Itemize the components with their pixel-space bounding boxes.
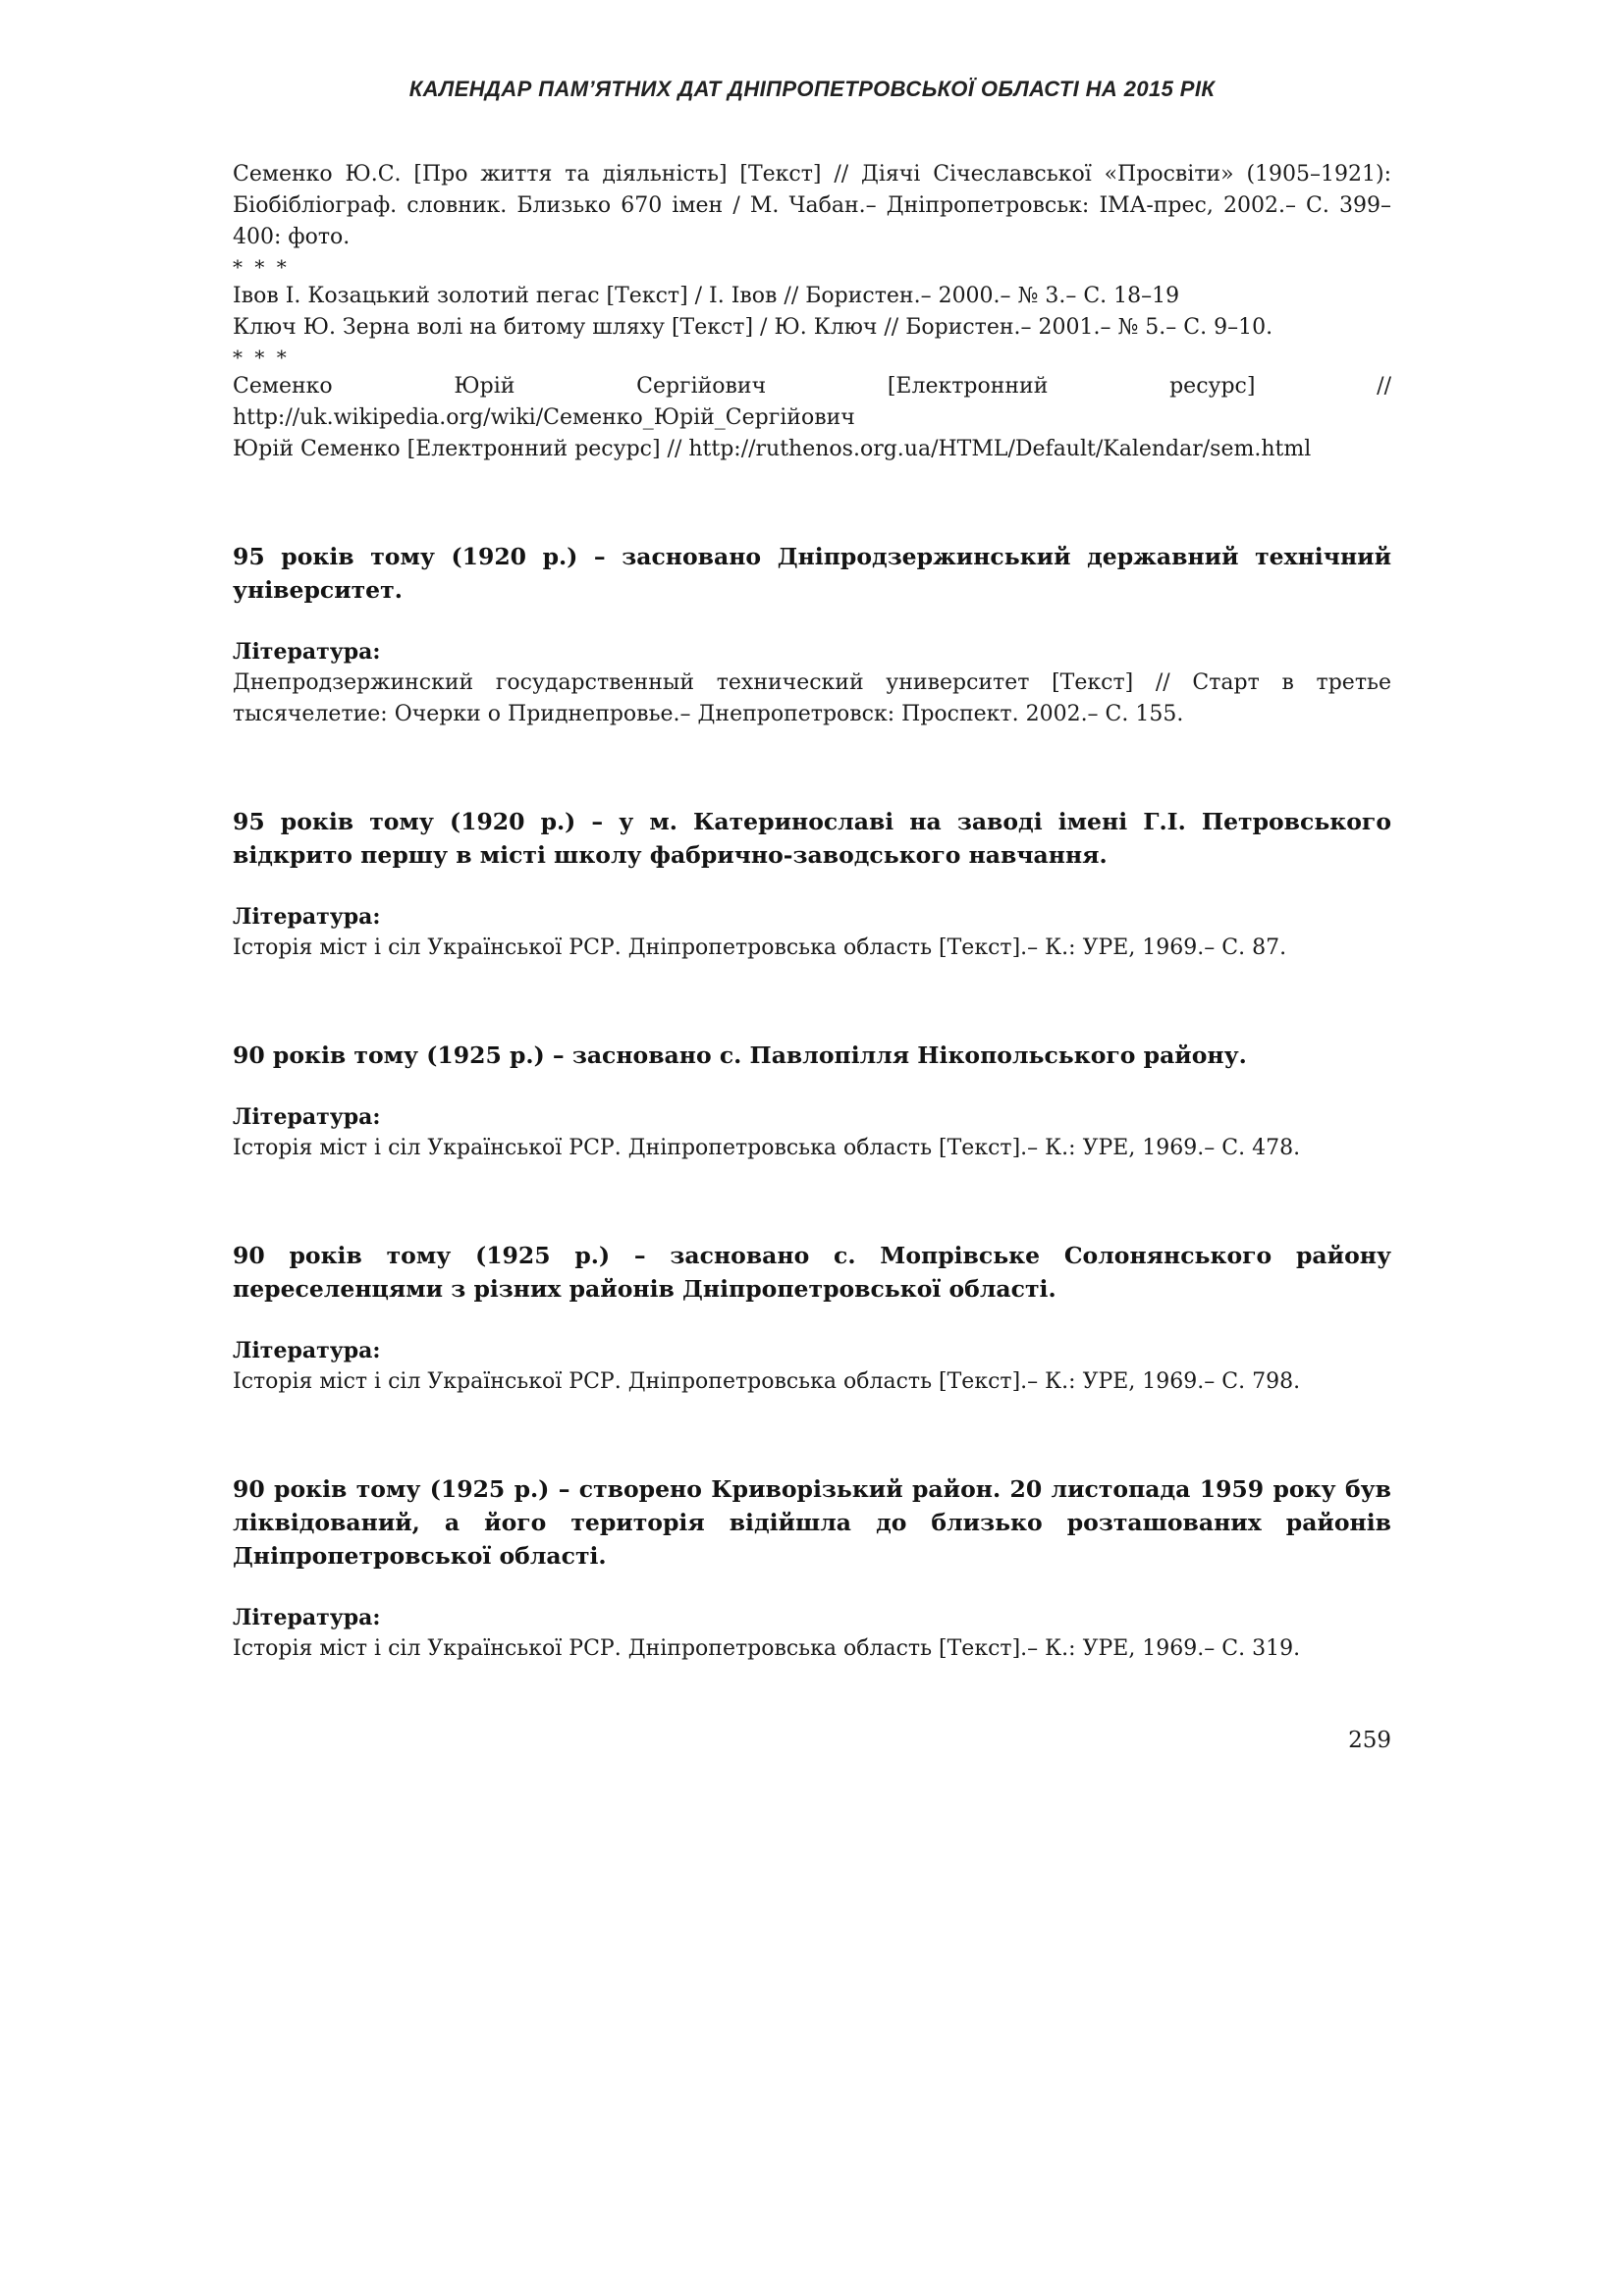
asterisk-separator: * * * <box>233 255 290 279</box>
literature-label: Література: <box>233 1605 381 1630</box>
bibliography-entry-ivov: Івов І. Козацький золотий пегас [Текст] / І. Івов // Бористен.– 2000.– № 3.– С. 18–19 <box>233 284 1180 308</box>
bibliography-entry-semenko: Семенко Ю.С. [Про життя та діяльність] [Текст] // Діячі Січеславської «Просвіти» (1905–1921): Біобібліограф. словник. Близько 670 імен / М. Чабан.– Дніпропетровськ: ІМА-прес, 2002.– С. 399–400: фото. <box>233 162 1391 249</box>
literature-label: Література: <box>233 1104 381 1130</box>
literature-label: Література: <box>233 1338 381 1363</box>
section-heading: 90 років тому (1925 р.) – засновано с. Мопрівське Солонянського району переселенцями з різних районів Дніпропетровської області. <box>233 1242 1391 1303</box>
bibliography-entry-yuriy-web: Юрій Семенко [Електронний ресурс] // http://ruthenos.org.ua/HTML/Default/Kalendar/sem.html <box>233 437 1312 461</box>
page-number: 259 <box>1348 1728 1391 1753</box>
section-heading: 95 років тому (1920 р.) – у м. Катеринославі на заводі імені Г.І. Петровського відкрито першу в місті школу фабрично-заводського навчання. <box>233 808 1391 869</box>
asterisk-separator: * * * <box>233 346 290 369</box>
literature-entry: Історія міст і сіл Української РСР. Дніпропетровська область [Текст].– К.: УРЕ, 1969.– С. 478. <box>233 1136 1301 1160</box>
bibliography-entry-semenko-web: Семенко Юрій Сергійович [Електронний ресурс] // <box>233 374 1391 399</box>
literature-entry: Історія міст і сіл Української РСР. Дніпропетровська область [Текст].– К.: УРЕ, 1969.– С. 87. <box>233 935 1287 960</box>
calendar-section <box>233 1239 1391 1398</box>
calendar-section <box>233 1472 1391 1665</box>
literature-entry: Днепродзержинский государственный технический университет [Текст] // Старт в третье тысячелетие: Очерки о Приднепровье.– Днепропетровск: Проспект. 2002.– С. 155. <box>233 670 1391 726</box>
bibliography-block <box>233 159 1391 465</box>
section-heading: 90 років тому (1925 р.) – створено Криворізький район. 20 листопада 1959 року був ліквідований, а його територія відійшла до близько розташованих районів Дніпропетровської області. <box>233 1475 1391 1570</box>
bibliography-entry-klyuch: Ключ Ю. Зерна волі на битому шляху [Текст] / Ю. Ключ // Бористен.– 2001.– № 5.– С. 9–10. <box>233 315 1273 340</box>
section-heading: 90 років тому (1925 р.) – засновано с. Павлопілля Нікопольського району. <box>233 1041 1247 1069</box>
calendar-section <box>233 1039 1391 1164</box>
running-header: КАЛЕНДАР ПАМ’ЯТНИХ ДАТ ДНІПРОПЕТРОВСЬКОЇ ОБЛАСТІ НА 2015 РІК <box>408 77 1216 101</box>
calendar-section <box>233 805 1391 964</box>
literature-entry: Історія міст і сіл Української РСР. Дніпропетровська область [Текст].– К.: УРЕ, 1969.– С. 798. <box>233 1369 1301 1394</box>
literature-label: Література: <box>233 904 381 930</box>
calendar-section <box>233 540 1391 730</box>
bibliography-url-wikipedia: http://uk.wikipedia.org/wiki/Семенко_Юрій_Сергійович <box>233 405 855 430</box>
section-heading: 95 років тому (1920 р.) – засновано Дніпродзержинський державний технічний університет. <box>233 543 1391 604</box>
literature-entry: Історія міст і сіл Української РСР. Дніпропетровська область [Текст].– К.: УРЕ, 1969.– С. 319. <box>233 1636 1301 1661</box>
literature-label: Література: <box>233 639 381 665</box>
